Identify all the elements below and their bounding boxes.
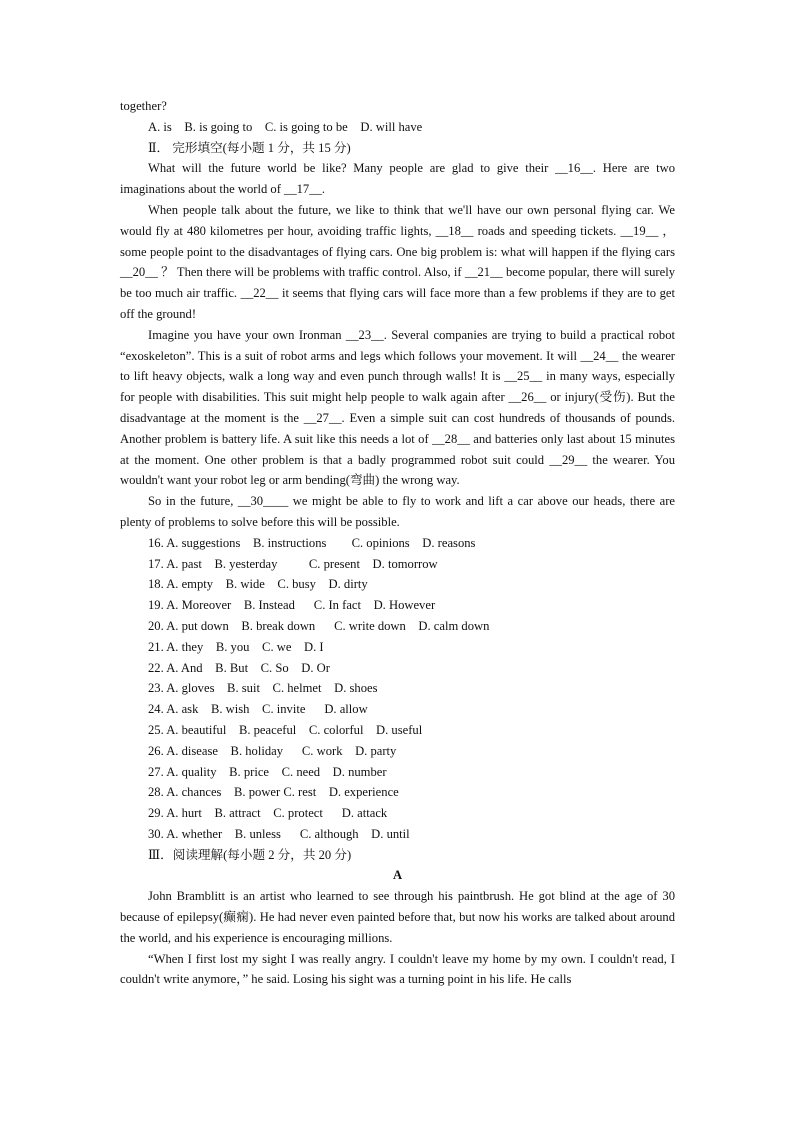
choice-27: 27. A. quality B. price C. need D. number <box>148 764 387 779</box>
choice-20: 20. A. put down B. break down C. write down D. calm down <box>148 618 490 633</box>
reading-paragraph-2: “When I first lost my sight I was really angry. I couldn't leave my home by my own. I couldn't read, I couldn't write anymore，” he said. Losing his sight was a turning point in his life. He calls <box>120 951 675 987</box>
cloze-choices <box>120 533 675 845</box>
choice-17: 17. A. past B. yesterday C. present D. tomorrow <box>148 556 438 571</box>
choice-19: 19. A. Moreover B. Instead C. In fact D. However <box>148 598 436 613</box>
choice-16: 16. A. suggestions B. instructions C. opinions D. reasons <box>148 535 476 550</box>
question-options: A. is B. is going to C. is going to be D. will have <box>148 119 423 134</box>
reading-paragraph-1: John Bramblitt is an artist who learned to see through his paintbrush. He got blind at the age of 30 because of epilepsy(癫痫). He had never even painted before that, but now his works are talked about around the world, and his experience is encouraging millions. <box>120 889 675 945</box>
choice-22: 22. A. And B. But C. So D. Or <box>148 660 330 675</box>
section-2-title: Ⅱ． 完形填空(每小题 1 分，共 15 分) <box>148 140 351 155</box>
choice-29: 29. A. hurt B. attract C. protect D. attack <box>148 806 388 821</box>
choice-25: 25. A. beautiful B. peaceful C. colorful D. useful <box>148 722 423 737</box>
choice-23: 23. A. gloves B. suit C. helmet D. shoes <box>148 681 378 696</box>
question-tail: together? <box>120 99 167 113</box>
cloze-paragraph-3: Imagine you have your own Ironman __23__. Several companies are trying to build a practical robot “exoskeleton”. This is a suit of robot arms and legs which follows your movement. It will __24__ the wearer to lift heavy objects, walk a long way and even punch through walls! It is __25__ in many ways, especially for people with disabilities. This suit might help people to walk again after __26__ or injury(受伤). But the disadvantage at the moment is the __27__. Even a simple suit can cost hundreds of thousands of pounds. Another problem is battery life. A suit like this needs a lot of __28__ and batteries only last about 15 minutes at the moment. One other problem is that a badly programmed robot suit could __29__ the wearer. You wouldn't want your robot leg or arm bending(弯曲) the wrong way. <box>120 327 675 488</box>
cloze-paragraph-2: When people talk about the future, we like to think that we'll have our own personal flying car. We would fly at 480 kilometres per hour, avoiding traffic lights, __18__ roads and speeding tickets. __19__ ， some people point to the disadvantages of flying cars. One big problem is: what will happen if the flying cars __20__ ？ Then there will be problems with traffic control. Also, if __21__ become popular, there will surely be too much air traffic. __22__ it seems that flying cars will face more than a few problems if they are to get off the ground! <box>120 202 675 321</box>
choice-26: 26. A. disease B. holiday C. work D. party <box>148 743 397 758</box>
passage-label: A <box>392 868 403 883</box>
choice-28: 28. A. chances B. power C. rest D. experience <box>148 785 399 800</box>
choice-24: 24. A. ask B. wish C. invite D. allow <box>148 702 368 717</box>
document-page <box>120 96 675 990</box>
cloze-paragraph-1: What will the future world be like? Many people are glad to give their __16__. Here are two imaginations about the world of __17__. <box>120 161 675 197</box>
choice-18: 18. A. empty B. wide C. busy D. dirty <box>148 577 368 592</box>
choice-21: 21. A. they B. you C. we D. I <box>148 639 324 654</box>
choice-30: 30. A. whether B. unless C. although D. until <box>148 826 410 841</box>
section-3-title: Ⅲ．阅读理解(每小题 2 分，共 20 分) <box>148 847 352 862</box>
cloze-paragraph-4: So in the future, __30____ we might be able to fly to work and lift a car above our heads, there are plenty of problems to solve before this will be possible. <box>120 494 675 529</box>
